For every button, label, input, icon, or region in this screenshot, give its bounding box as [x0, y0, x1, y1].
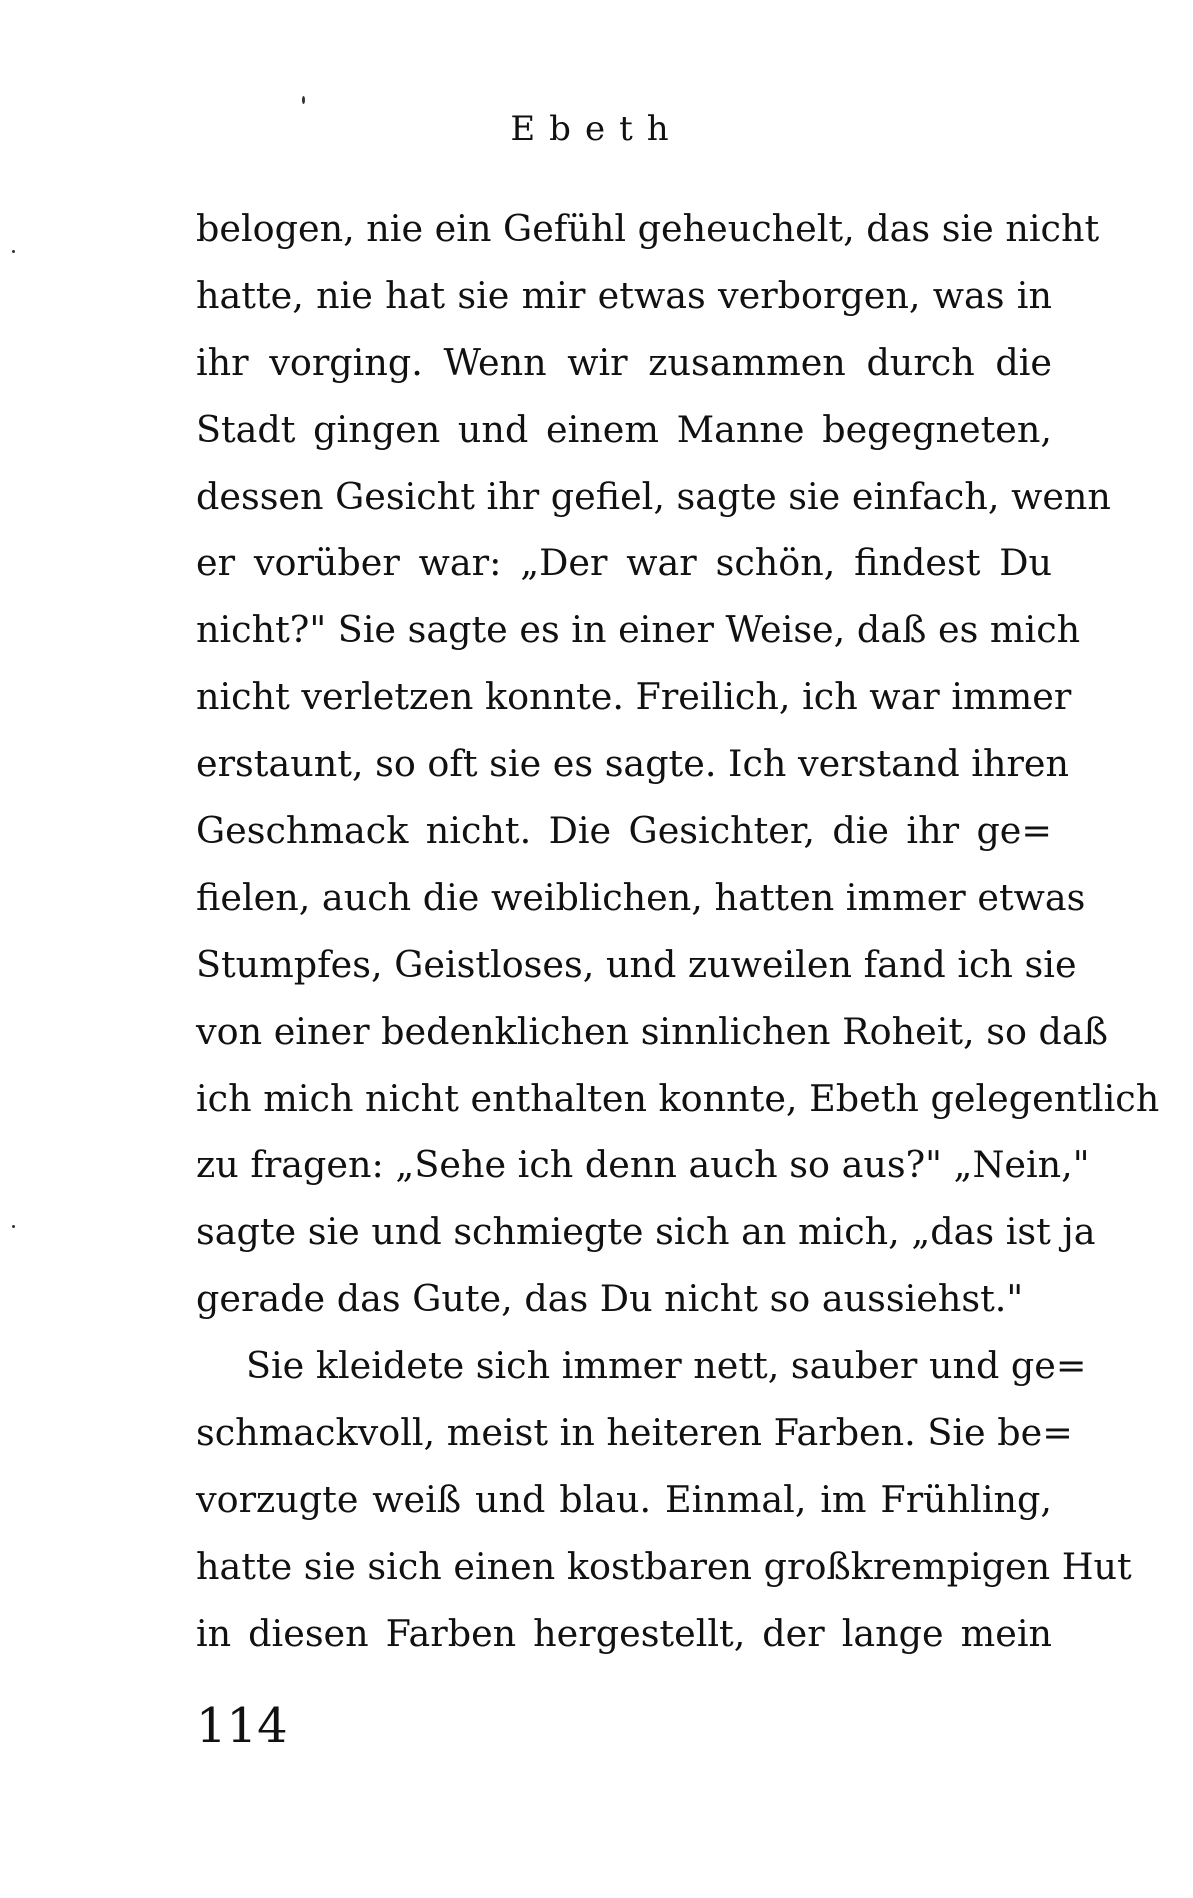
text-line: erstaunt, so oft sie es sagte. Ich verstand ihren: [196, 742, 1070, 786]
text-line: schmackvoll, meist in heiteren Farben. Sie be=: [196, 1411, 1073, 1455]
text-line: Stumpfes, Geistloses, und zuweilen fand ich sie: [196, 942, 1077, 986]
body-text: [196, 196, 1160, 1668]
text-line: nicht?" Sie sagte es in einer Weise, daß es mich: [196, 608, 1081, 652]
text-line: vorzugte weiß und blau. Einmal, im Frühling,: [196, 1477, 1052, 1521]
text-line: ich mich nicht enthalten konnte, Ebeth gelegentlich: [196, 1076, 1160, 1120]
text-line: ihr vorging. Wenn wir zusammen durch die: [196, 340, 1052, 384]
paragraph-start-line: Sie kleidete sich immer nett, sauber und ge=: [246, 1344, 1087, 1388]
page-number: 114: [196, 1698, 288, 1754]
text-line: nicht verletzen konnte. Freilich, ich war immer: [196, 675, 1072, 719]
text-line: belogen, nie ein Gefühl geheuchelt, das sie nicht: [196, 207, 1100, 250]
text-line: fielen, auch die weiblichen, hatten immer etwas: [196, 875, 1086, 919]
text-line: er vorüber war: „Der war schön, findest Du: [196, 541, 1052, 585]
text-line: hatte, nie hat sie mir etwas verborgen, was in: [196, 273, 1052, 317]
paper-speck: [302, 96, 305, 104]
paragraph-end-line: gerade das Gute, das Du nicht so aussiehst.": [196, 1277, 1024, 1321]
text-line: von einer bedenklichen sinnlichen Roheit, so daß: [196, 1009, 1109, 1053]
text-line: sagte sie und schmiegte sich an mich, „das ist ja: [196, 1210, 1096, 1254]
text-line: in diesen Farben hergestellt, der lange mein: [196, 1611, 1052, 1655]
text-line: dessen Gesicht ihr gefiel, sagte sie einfach, wenn: [196, 474, 1111, 518]
text-line: zu fragen: „Sehe ich denn auch so aus?" „Nein,": [196, 1143, 1090, 1187]
paper-speck: [12, 1225, 15, 1228]
running-head: Ebeth: [510, 109, 683, 149]
text-line: Stadt gingen und einem Manne begegneten,: [196, 407, 1052, 451]
paper-speck: [12, 250, 15, 253]
text-line: Geschmack nicht. Die Gesichter, die ihr ge=: [196, 809, 1052, 853]
text-line: hatte sie sich einen kostbaren großkrempigen Hut: [196, 1544, 1132, 1588]
